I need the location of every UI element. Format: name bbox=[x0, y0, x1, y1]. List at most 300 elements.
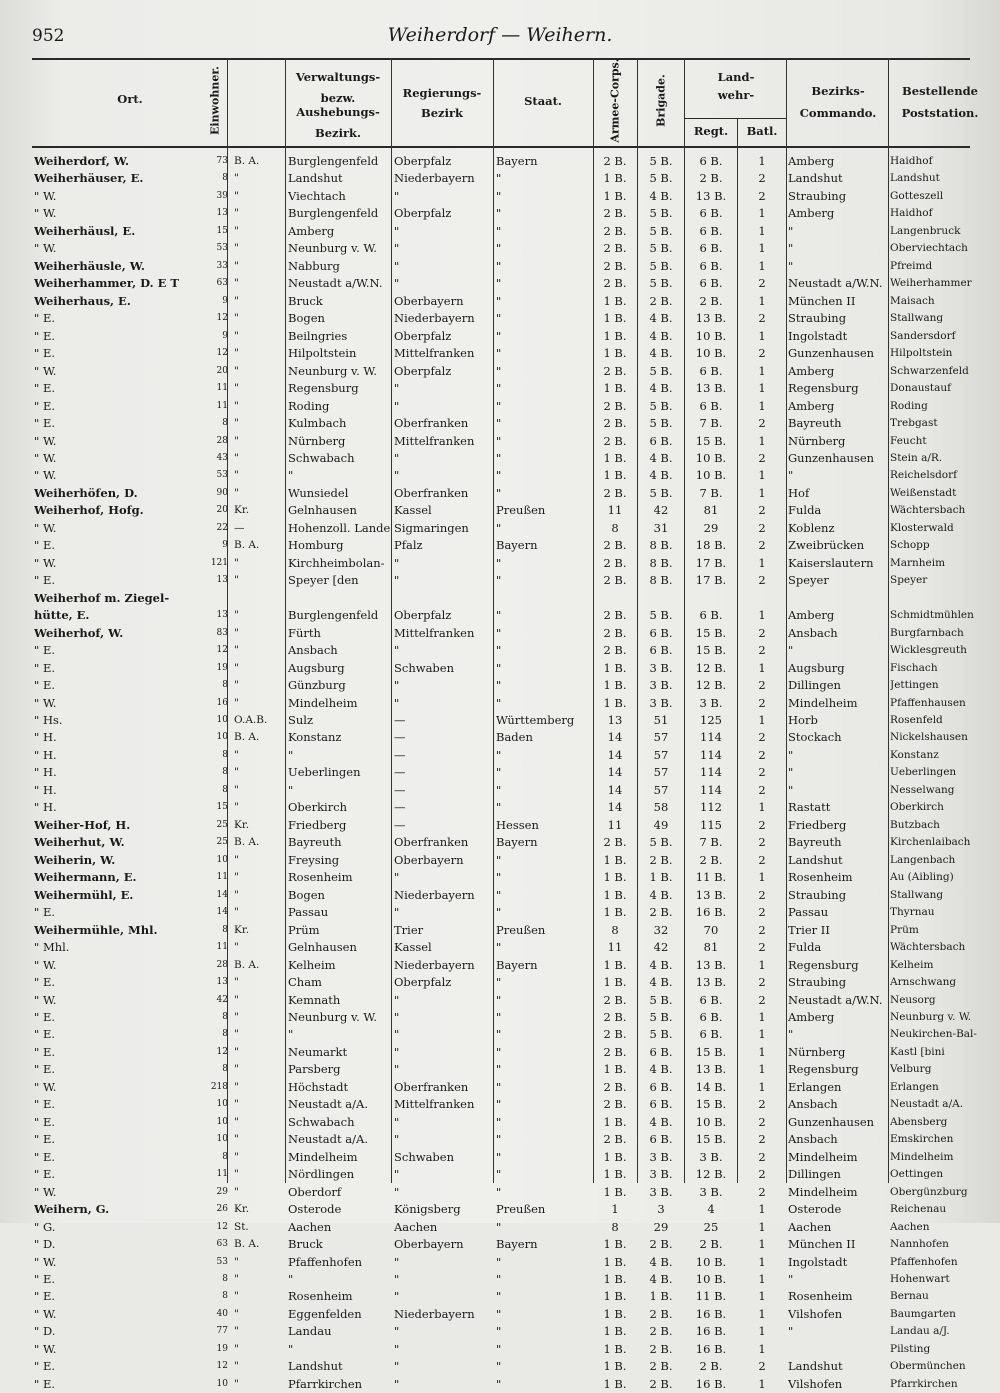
staat-cell: Preußen bbox=[496, 1202, 546, 1217]
bezirks-commando-cell: Straubing bbox=[788, 887, 847, 902]
regiment-cell: 6 B. bbox=[699, 398, 723, 413]
armee-corps-cell: 2 B. bbox=[603, 643, 627, 658]
bezirk-cell: Beilngries bbox=[288, 328, 348, 343]
bataillon-cell: 2 bbox=[758, 852, 766, 867]
ort-cell bbox=[34, 467, 204, 484]
bezirk-cell: Sulz bbox=[288, 713, 314, 727]
bezirk-cell: Höchstadt bbox=[288, 1079, 349, 1094]
armee-corps-cell: 2 B. bbox=[603, 416, 627, 431]
regierung-cell: Kassel bbox=[394, 503, 432, 518]
regierung-cell: " bbox=[394, 276, 400, 291]
regierung-cell: — bbox=[394, 800, 406, 815]
regierung-cell: " bbox=[394, 1324, 400, 1339]
regiment-cell: 10 B. bbox=[695, 1254, 727, 1269]
regiment-cell: 112 bbox=[700, 800, 722, 815]
kreis-type-cell: " bbox=[234, 1115, 239, 1128]
bezirks-commando-cell: Vilshofen bbox=[788, 1376, 843, 1391]
staat-cell: " bbox=[496, 398, 502, 413]
bezirk-cell: Landshut bbox=[288, 1359, 343, 1374]
ort-cell bbox=[34, 1376, 204, 1393]
table-row bbox=[0, 572, 1000, 589]
ort-cell bbox=[34, 992, 204, 1009]
table-row bbox=[0, 1376, 1000, 1393]
table-row bbox=[0, 258, 1000, 275]
bezirk-cell: Günzburg bbox=[288, 678, 346, 693]
table-row bbox=[0, 1079, 1000, 1096]
ort-cell bbox=[34, 1254, 204, 1271]
poststation-cell: Langenbruck bbox=[890, 224, 961, 237]
regiment-cell: 25 bbox=[703, 1219, 719, 1234]
armee-corps-cell: 2 B. bbox=[603, 154, 627, 168]
poststation-cell: Weißenstadt bbox=[890, 486, 957, 499]
einwohner-cell: 8 bbox=[222, 924, 228, 935]
ort-cell bbox=[34, 1288, 204, 1305]
bataillon-cell: 2 bbox=[758, 695, 766, 710]
kreis-type-cell: " bbox=[234, 644, 239, 657]
header-armee-corps: Armee-Corps. bbox=[608, 58, 622, 143]
place-name: " E. bbox=[34, 381, 55, 396]
staat-cell: " bbox=[496, 555, 502, 570]
poststation-cell: Wächtersbach bbox=[890, 504, 966, 517]
table-row bbox=[0, 660, 1000, 677]
regierung-cell: Schwaben bbox=[394, 660, 454, 675]
table-row bbox=[0, 992, 1000, 1009]
bataillon-cell: 1 bbox=[758, 1237, 766, 1252]
brigade-cell: 2 B. bbox=[649, 1237, 673, 1252]
bezirk-cell: Kelheim bbox=[288, 957, 336, 972]
kreis-type-cell: " bbox=[234, 1290, 239, 1303]
poststation-cell: Obergünzburg bbox=[890, 1185, 968, 1198]
staat-cell: " bbox=[496, 1324, 502, 1339]
kreis-type-cell: " bbox=[234, 1377, 239, 1390]
bataillon-cell: 2 bbox=[758, 905, 766, 920]
ort-cell bbox=[34, 520, 204, 537]
bezirks-commando-cell: " bbox=[788, 643, 794, 658]
einwohner-cell: 53 bbox=[216, 1256, 228, 1267]
staat-cell: " bbox=[496, 625, 502, 640]
bezirks-commando-cell: Nürnberg bbox=[788, 1044, 846, 1059]
kreis-type-cell: " bbox=[234, 242, 239, 255]
place-name: " W. bbox=[34, 1254, 57, 1269]
kreis-type-cell: " bbox=[234, 1080, 239, 1093]
poststation-cell: Aachen bbox=[890, 1220, 930, 1233]
staat-cell: " bbox=[496, 992, 502, 1007]
brigade-cell: 5 B. bbox=[649, 398, 673, 413]
table-row bbox=[0, 363, 1000, 380]
brigade-cell: 2 B. bbox=[649, 905, 673, 920]
table-row bbox=[0, 380, 1000, 397]
brigade-cell: 6 B. bbox=[649, 1079, 673, 1094]
regiment-cell: 15 B. bbox=[695, 625, 727, 640]
brigade-cell: 4 B. bbox=[649, 188, 673, 203]
kreis-type-cell: " bbox=[234, 1063, 239, 1076]
table-row bbox=[0, 729, 1000, 746]
regiment-cell: 4 bbox=[707, 1202, 715, 1217]
bataillon-cell: 2 bbox=[758, 782, 766, 797]
table-row bbox=[0, 1184, 1000, 1201]
place-name: " W. bbox=[34, 188, 57, 203]
kreis-type-cell: " bbox=[234, 626, 239, 639]
poststation-cell: Thyrnau bbox=[890, 906, 935, 919]
bezirks-commando-cell: " bbox=[788, 223, 794, 238]
staat-cell: Bayern bbox=[496, 835, 538, 850]
bezirks-commando-cell: Gunzenhausen bbox=[788, 450, 875, 465]
staat-cell: " bbox=[496, 188, 502, 203]
table-row bbox=[0, 205, 1000, 222]
bataillon-cell: 2 bbox=[758, 188, 766, 203]
ort-cell bbox=[34, 1219, 204, 1236]
bezirks-commando-cell: Rosenheim bbox=[788, 1289, 853, 1304]
table-row bbox=[0, 1306, 1000, 1323]
regiment-cell: 2 B. bbox=[699, 293, 723, 308]
einwohner-cell: 15 bbox=[216, 802, 228, 813]
brigade-cell: 3 B. bbox=[649, 1149, 673, 1164]
table-row bbox=[0, 520, 1000, 537]
einwohner-cell: 8 bbox=[222, 1011, 228, 1022]
poststation-cell: Landau a/J. bbox=[890, 1325, 950, 1338]
regierung-cell: Schwaben bbox=[394, 1149, 454, 1164]
bezirk-cell: Wunsiedel bbox=[288, 485, 349, 500]
armee-corps-cell: 1 B. bbox=[603, 1324, 627, 1339]
bezirks-commando-cell: Amberg bbox=[788, 1009, 835, 1024]
place-name: " W. bbox=[34, 363, 57, 378]
staat-cell: Bayern bbox=[496, 1237, 538, 1252]
armee-corps-cell: 2 B. bbox=[603, 538, 627, 553]
staat-cell: " bbox=[496, 450, 502, 465]
brigade-cell: 5 B. bbox=[649, 485, 673, 500]
ort-cell bbox=[34, 1149, 204, 1166]
place-name: " W. bbox=[34, 433, 57, 448]
place-name: " Mhl. bbox=[34, 940, 70, 955]
staat-cell: " bbox=[496, 747, 502, 762]
bataillon-cell: 1 bbox=[758, 713, 766, 727]
staat-cell: " bbox=[496, 416, 502, 431]
table-row bbox=[0, 1096, 1000, 1113]
bataillon-cell: 2 bbox=[758, 503, 766, 518]
bezirks-commando-cell: Neustadt a/W.N. bbox=[788, 276, 883, 291]
ort-cell bbox=[34, 170, 204, 187]
regiment-cell: 81 bbox=[703, 940, 719, 955]
staat-cell: " bbox=[496, 276, 502, 291]
poststation-cell: Wächtersbach bbox=[890, 941, 966, 954]
regiment-cell: 6 B. bbox=[699, 258, 723, 273]
bataillon-cell: 1 bbox=[758, 1009, 766, 1024]
ort-cell bbox=[34, 1114, 204, 1131]
kreis-type-cell: B. A. bbox=[234, 958, 260, 971]
einwohner-cell: 43 bbox=[216, 452, 228, 463]
kreis-type-cell: " bbox=[234, 434, 239, 447]
staat-cell: " bbox=[496, 381, 502, 396]
armee-corps-cell: 2 B. bbox=[603, 206, 627, 221]
armee-corps-cell: 2 B. bbox=[603, 241, 627, 256]
staat-cell: " bbox=[496, 1359, 502, 1374]
poststation-cell: Schopp bbox=[890, 539, 930, 552]
regiment-cell: 6 B. bbox=[699, 241, 723, 256]
bezirk-cell: Rosenheim bbox=[288, 1289, 353, 1304]
staat-cell: " bbox=[496, 258, 502, 273]
kreis-type-cell: Kr. bbox=[234, 923, 250, 936]
brigade-cell: 3 B. bbox=[649, 1167, 673, 1182]
poststation-cell: Haidhof bbox=[890, 155, 933, 167]
armee-corps-cell: 11 bbox=[607, 503, 623, 518]
table-row bbox=[0, 293, 1000, 310]
staat-cell: " bbox=[496, 1306, 502, 1321]
place-name: " E. bbox=[34, 1009, 55, 1024]
kreis-type-cell: " bbox=[234, 783, 239, 796]
bataillon-cell: 1 bbox=[758, 800, 766, 815]
bezirk-cell: Mindelheim bbox=[288, 1149, 358, 1164]
ort-cell bbox=[34, 799, 204, 816]
regiment-cell: 10 B. bbox=[695, 450, 727, 465]
header-regierung bbox=[392, 86, 492, 120]
poststation-cell: Oberviechtach bbox=[890, 242, 968, 255]
brigade-cell: 5 B. bbox=[649, 416, 673, 431]
ort-cell bbox=[34, 258, 204, 275]
staat-cell: " bbox=[496, 765, 502, 780]
table-row bbox=[0, 1044, 1000, 1061]
bataillon-cell: 1 bbox=[758, 1341, 766, 1356]
ort-cell bbox=[34, 1271, 204, 1288]
bezirk-cell: Oberkirch bbox=[288, 800, 348, 815]
header-ort: Ort. bbox=[117, 92, 143, 106]
bezirks-commando-cell: München II bbox=[788, 1237, 856, 1252]
table-row bbox=[0, 467, 1000, 484]
regierung-cell: " bbox=[394, 398, 400, 413]
poststation-cell: Nannhofen bbox=[890, 1238, 949, 1251]
kreis-type-cell: " bbox=[234, 277, 239, 290]
armee-corps-cell: 13 bbox=[607, 713, 623, 727]
regiment-cell: 15 B. bbox=[695, 1097, 727, 1112]
table-row bbox=[0, 974, 1000, 991]
regierung-cell: " bbox=[394, 870, 400, 885]
place-name: " E. bbox=[34, 1132, 55, 1147]
bezirk-cell: Kemnath bbox=[288, 992, 341, 1007]
kreis-type-cell: " bbox=[234, 748, 239, 761]
table-row bbox=[0, 1026, 1000, 1043]
staat-cell: " bbox=[496, 1044, 502, 1059]
place-name: Weihermühle, Mhl. bbox=[34, 922, 158, 937]
bezirk-cell: Viechtach bbox=[288, 188, 346, 203]
brigade-cell: 6 B. bbox=[649, 1097, 673, 1112]
poststation-cell: Klosterwald bbox=[890, 521, 954, 534]
bataillon-cell: 1 bbox=[758, 468, 766, 483]
poststation-cell: Speyer bbox=[890, 574, 928, 587]
table-top-rule bbox=[32, 58, 970, 60]
bezirks-commando-cell: Rosenheim bbox=[788, 870, 853, 885]
table-row bbox=[0, 957, 1000, 974]
bataillon-cell: 1 bbox=[758, 485, 766, 500]
page-number: 952 bbox=[32, 26, 65, 46]
bataillon-cell: 2 bbox=[758, 835, 766, 850]
table-row bbox=[0, 834, 1000, 851]
bezirks-commando-cell: Mindelheim bbox=[788, 695, 858, 710]
bezirk-cell: Neustadt a/A. bbox=[288, 1132, 368, 1147]
poststation-cell: Baumgarten bbox=[890, 1307, 956, 1320]
kreis-type-cell: " bbox=[234, 696, 239, 709]
einwohner-cell: 19 bbox=[216, 1343, 228, 1354]
bezirks-commando-cell: Speyer bbox=[788, 573, 829, 588]
brigade-cell: 5 B. bbox=[649, 171, 673, 186]
kreis-type-cell: B. A. bbox=[234, 731, 260, 744]
place-name: " W. bbox=[34, 1341, 57, 1356]
bezirk-cell: Gelnhausen bbox=[288, 503, 357, 518]
armee-corps-cell: 1 B. bbox=[603, 311, 627, 326]
place-name: Weiherhut, W. bbox=[34, 835, 125, 850]
staat-cell: " bbox=[496, 293, 502, 308]
ort-cell bbox=[34, 817, 204, 834]
regierung-cell: — bbox=[394, 782, 406, 797]
ort-cell bbox=[34, 205, 204, 222]
ort-cell bbox=[34, 1236, 204, 1253]
ort-cell bbox=[34, 712, 204, 729]
bezirk-cell: " bbox=[288, 1272, 294, 1286]
armee-corps-cell: 2 B. bbox=[603, 433, 627, 448]
kreis-type-cell: " bbox=[234, 172, 239, 185]
kreis-type-cell: " bbox=[234, 329, 239, 342]
bezirk-cell: Neunburg v. W. bbox=[288, 363, 377, 378]
regierung-cell: " bbox=[394, 1114, 400, 1129]
regierung-cell: Niederbayern bbox=[394, 311, 475, 326]
staat-cell: Bayern bbox=[496, 957, 538, 972]
kreis-type-cell: " bbox=[234, 609, 239, 622]
staat-cell: " bbox=[496, 328, 502, 343]
place-name: " E. bbox=[34, 1376, 55, 1391]
kreis-type-cell: " bbox=[234, 1010, 239, 1023]
bezirks-commando-cell: Ingolstadt bbox=[788, 1254, 848, 1269]
table-row bbox=[0, 1341, 1000, 1358]
running-title: Weiherdorf — Weihern. bbox=[387, 24, 613, 46]
ort-cell bbox=[34, 1201, 204, 1218]
bezirk-cell: Neustadt a/A. bbox=[288, 1097, 368, 1112]
ort-cell bbox=[34, 275, 204, 292]
bataillon-cell: 2 bbox=[758, 678, 766, 693]
einwohner-cell: 8 bbox=[222, 1274, 228, 1284]
regiment-cell: 6 B. bbox=[699, 276, 723, 291]
regierung-cell: — bbox=[394, 747, 406, 762]
header-verwaltung-line: bezw. Aushebungs- bbox=[296, 91, 380, 119]
staat-cell: " bbox=[496, 905, 502, 920]
staat-cell: " bbox=[496, 206, 502, 221]
einwohner-cell: 29 bbox=[216, 1186, 228, 1197]
bezirks-commando-cell: " bbox=[788, 782, 794, 797]
kreis-type-cell: — bbox=[234, 521, 245, 534]
armee-corps-cell: 2 B. bbox=[603, 608, 627, 623]
bezirk-cell: Cham bbox=[288, 975, 322, 990]
table-row bbox=[0, 1254, 1000, 1271]
brigade-cell: 2 B. bbox=[649, 293, 673, 308]
regierung-cell: " bbox=[394, 555, 400, 570]
staat-cell: " bbox=[496, 1254, 502, 1269]
poststation-cell: Prüm bbox=[890, 923, 919, 936]
kreis-type-cell: " bbox=[234, 556, 239, 569]
einwohner-cell: 10 bbox=[216, 1378, 228, 1389]
regiment-cell: 125 bbox=[700, 713, 722, 727]
bezirk-cell: Osterode bbox=[288, 1202, 342, 1217]
brigade-cell: 4 B. bbox=[649, 957, 673, 972]
einwohner-cell: 8 bbox=[222, 767, 228, 778]
regiment-cell: 15 B. bbox=[695, 643, 727, 658]
einwohner-cell: 10 bbox=[216, 1134, 228, 1145]
regiment-cell: 13 B. bbox=[695, 887, 727, 902]
staat-cell: Preußen bbox=[496, 922, 546, 937]
poststation-cell: Butzbach bbox=[890, 818, 940, 831]
regiment-cell: 6 B. bbox=[699, 1009, 723, 1024]
kreis-type-cell: " bbox=[234, 888, 239, 901]
einwohner-cell: 121 bbox=[210, 557, 228, 568]
staat-cell: " bbox=[496, 1079, 502, 1094]
regiment-cell: 2 B. bbox=[699, 1237, 723, 1252]
bezirk-cell: Amberg bbox=[288, 223, 335, 238]
einwohner-cell: 22 bbox=[216, 522, 228, 533]
poststation-cell: Weiherhammer bbox=[890, 277, 972, 290]
brigade-cell: 2 B. bbox=[649, 1376, 673, 1391]
einwohner-cell: 39 bbox=[216, 190, 228, 201]
ort-cell bbox=[34, 729, 204, 746]
staat-cell: " bbox=[496, 1272, 502, 1286]
bezirk-cell: Hilpoltstein bbox=[288, 346, 357, 361]
regiment-cell: 11 B. bbox=[695, 870, 727, 885]
regierung-cell: " bbox=[394, 1359, 400, 1374]
armee-corps-cell: 2 B. bbox=[603, 1027, 627, 1042]
ort-cell bbox=[34, 153, 204, 170]
place-name: " E. bbox=[34, 643, 55, 658]
table-row bbox=[0, 1009, 1000, 1026]
einwohner-cell: 12 bbox=[216, 645, 228, 656]
staat-cell: " bbox=[496, 1009, 502, 1024]
armee-corps-cell: 2 B. bbox=[603, 835, 627, 850]
table-row bbox=[0, 764, 1000, 781]
bezirks-commando-cell: Fulda bbox=[788, 940, 822, 955]
bezirks-commando-cell: Mindelheim bbox=[788, 1149, 858, 1164]
poststation-cell: Nesselwang bbox=[890, 783, 955, 796]
poststation-cell: Schwarzenfeld bbox=[890, 364, 969, 377]
bezirk-cell: Burglengenfeld bbox=[288, 154, 379, 168]
einwohner-cell: 14 bbox=[216, 907, 228, 918]
einwohner-cell: 10 bbox=[216, 1099, 228, 1110]
staat-cell: " bbox=[496, 660, 502, 675]
staat-cell: " bbox=[496, 346, 502, 361]
brigade-cell: 51 bbox=[653, 713, 669, 727]
armee-corps-cell: 11 bbox=[607, 940, 623, 955]
bezirk-cell: Ansbach bbox=[288, 643, 338, 658]
kreis-type-cell: " bbox=[234, 364, 239, 377]
page-header bbox=[0, 22, 1000, 48]
bataillon-cell: 2 bbox=[758, 416, 766, 431]
bezirks-commando-cell: Trier II bbox=[788, 922, 830, 937]
armee-corps-cell: 1 B. bbox=[603, 1062, 627, 1077]
armee-corps-cell: 2 B. bbox=[603, 573, 627, 588]
brigade-cell: 4 B. bbox=[649, 887, 673, 902]
place-name: " E. bbox=[34, 1272, 55, 1286]
regiment-cell: 6 B. bbox=[699, 1027, 723, 1042]
ort-cell bbox=[34, 834, 204, 851]
regiment-cell: 16 B. bbox=[695, 1376, 727, 1391]
staat-cell: " bbox=[496, 1149, 502, 1164]
einwohner-cell: 8 bbox=[222, 418, 228, 429]
kreis-type-cell: " bbox=[234, 399, 239, 412]
ort-cell bbox=[34, 485, 204, 502]
armee-corps-cell: 14 bbox=[607, 747, 623, 762]
bataillon-cell: 1 bbox=[758, 1219, 766, 1234]
bataillon-cell: 2 bbox=[758, 730, 766, 745]
bezirks-commando-cell: " bbox=[788, 241, 794, 256]
table-row bbox=[0, 1061, 1000, 1078]
einwohner-cell: 26 bbox=[216, 1204, 228, 1215]
einwohner-cell: 53 bbox=[216, 243, 228, 254]
table-row bbox=[0, 869, 1000, 886]
regiment-cell: 15 B. bbox=[695, 433, 727, 448]
kreis-type-cell: " bbox=[234, 469, 239, 482]
